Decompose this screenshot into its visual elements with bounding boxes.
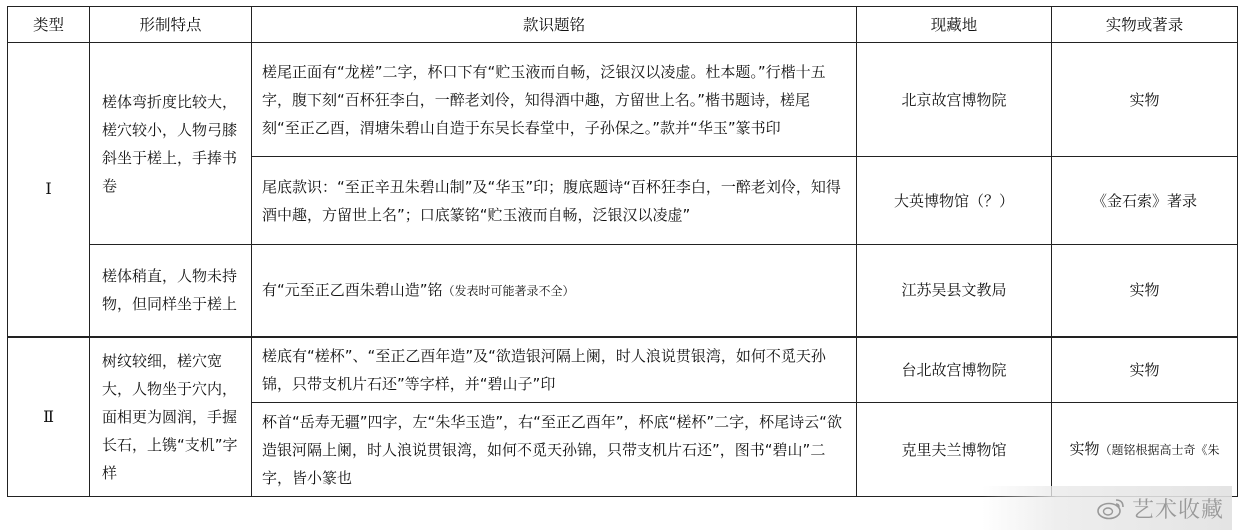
inscription-cell: 尾底款识：“至正辛丑朱碧山制”及“华玉”印；腹底题诗“百杯狂李白，一醉老刘伶，知得酒中趣，方留世上名”；口底篆铭“贮玉液而自畅，泛银汉以凌虚” [252, 157, 857, 245]
inscription-cell [252, 245, 857, 337]
location-cell: 克里夫兰博物馆 [857, 403, 1052, 497]
header-row [8, 7, 1238, 43]
inscription-note: （发表时可能著录不全） [442, 283, 575, 298]
record-cell: 实物 [1052, 337, 1238, 403]
watermark-text: 艺术收藏 [1131, 497, 1224, 523]
record-cell: 《金石索》著录 [1052, 157, 1238, 245]
table-row [8, 337, 1238, 403]
inscription-cell: 槎底有“槎杯”、“至正乙酉年造”及“欲造银河隔上阑，时人浪说贯银湾，如何不觅天孙锦，只带支机片石还”等字样，并“碧山子”印 [252, 337, 857, 403]
record-cell [1052, 403, 1238, 497]
location-cell: 台北故宫博物院 [857, 337, 1052, 403]
type-cell: Ⅰ [8, 43, 90, 337]
artifact-table [7, 6, 1238, 497]
watermark [982, 486, 1232, 530]
table-row [8, 43, 1238, 157]
record-cell: 实物 [1052, 43, 1238, 157]
header-inscription: 款识题铭 [252, 7, 857, 43]
feature-cell: 槎体弯折度比较大，槎穴较小，人物弓膝斜坐于槎上，手捧书卷 [90, 43, 252, 245]
inscription-text: 有“元至正乙酉朱碧山造”铭 [262, 280, 443, 299]
feature-cell: 槎体稍直，人物未持物，但同样坐于槎上 [90, 245, 252, 337]
inscription-cell: 槎尾正面有“龙槎”二字，杯口下有“贮玉液而自畅，泛银汉以凌虚。杜本题。”行楷十五字，腹下刻“百杯狂李白，一醉老刘伶，知得酒中趣，方留世上名。”楷书题诗，槎尾刻“至正乙酉，渭塘朱碧山自造于东吴长春堂中，子孙保之。”款并“华玉”篆书印 [252, 43, 857, 157]
type-cell: Ⅱ [8, 337, 90, 497]
weibo-icon [1096, 496, 1126, 520]
feature-cell: 树纹较细，槎穴宽大，人物坐于穴内，面相更为圆润，手握长石，上镌“支机”字样 [90, 337, 252, 497]
table-row [8, 245, 1238, 337]
record-cell: 实物 [1052, 245, 1238, 337]
location-cell: 大英博物馆（？） [857, 157, 1052, 245]
record-note: （题铭根据高士奇《朱 [1099, 443, 1220, 457]
location-cell: 北京故宫博物院 [857, 43, 1052, 157]
header-record: 实物或著录 [1052, 7, 1238, 43]
header-feature: 形制特点 [90, 7, 252, 43]
header-location: 现藏地 [857, 7, 1052, 43]
record-text: 实物 [1069, 440, 1100, 458]
inscription-cell: 杯首“岳寿无疆”四字，左“朱华玉造”，右“至正乙酉年”，杯底“槎杯”二字，杯尾诗云“欲造银河隔上阑，时人浪说贯银湾，如何不觅天孙锦，只带支机片石还”，图书“碧山”二字，皆小篆也 [252, 403, 857, 497]
location-cell: 江苏吴县文教局 [857, 245, 1052, 337]
header-type: 类型 [8, 7, 90, 43]
